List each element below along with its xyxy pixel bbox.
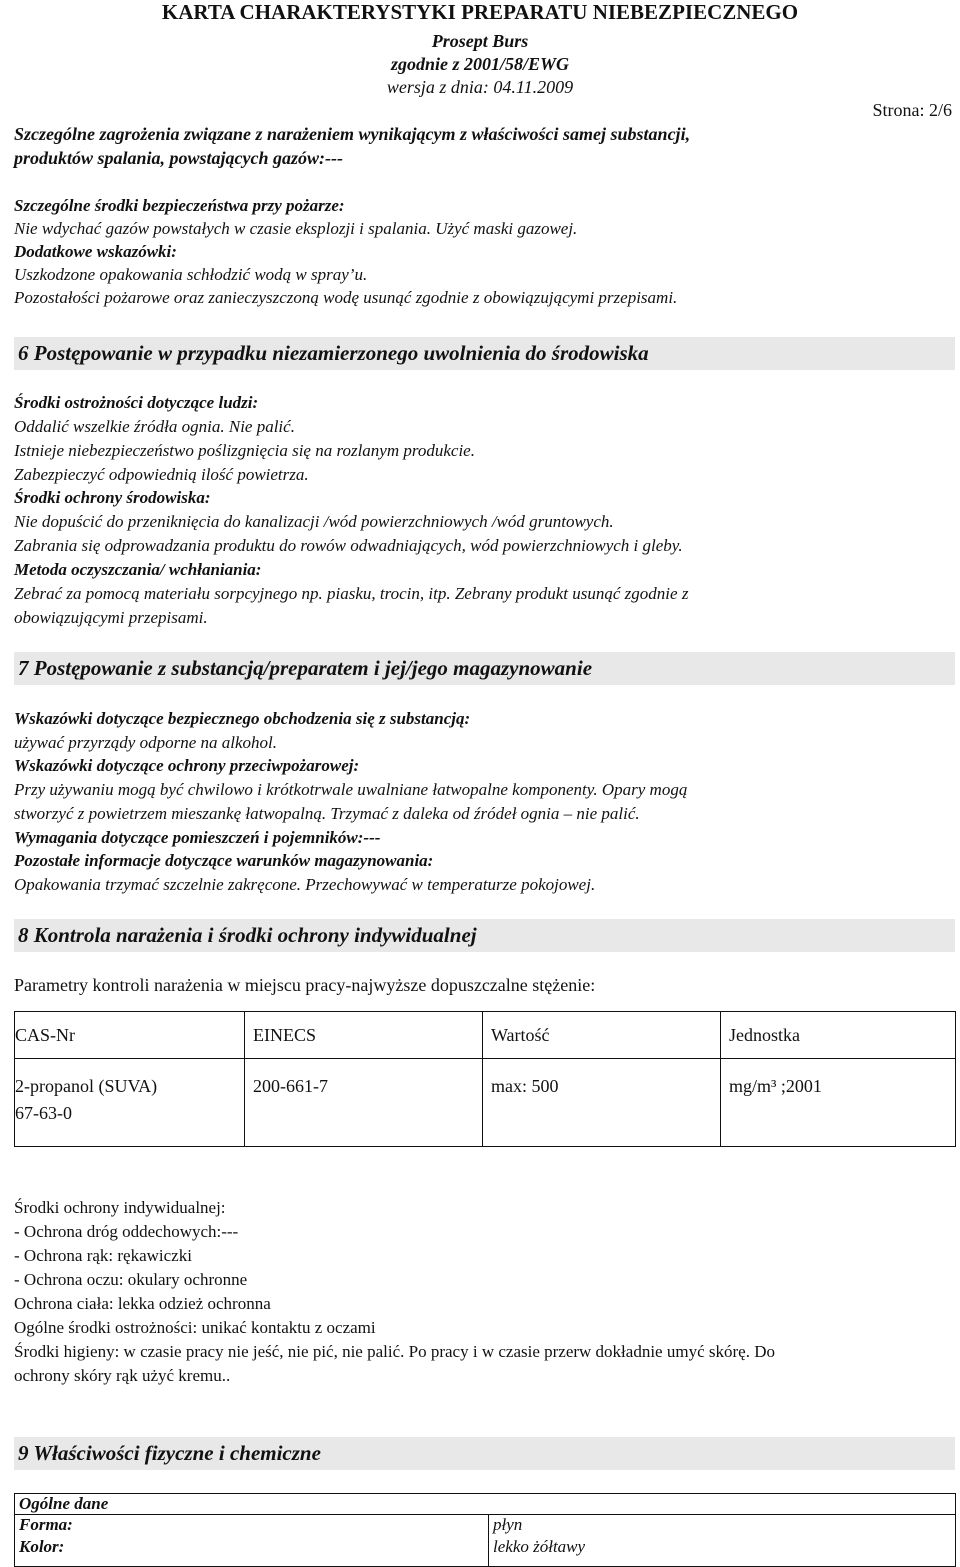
table-row [15,1059,956,1147]
people-line-1: Oddalić wszelkie źródła ognia. Nie palić. [14,417,295,436]
table-row [15,1515,956,1538]
cleanup-label: Metoda oczyszczania/ wchłaniania: [14,560,262,579]
substance-einecs: 200-661-7 [253,1076,328,1096]
handling-text: używać przyrządy odporne na alkohol. [14,733,278,752]
rooms-label: Wymagania dotyczące pomieszczeń i pojemników:--- [14,828,381,847]
section-6-title: 6 Postępowanie w przypadku niezamierzonego uwolnienia do środowiska [18,341,649,365]
color-label: Kolor: [19,1537,65,1556]
fire-protection-line-2: stworzyć z powietrzem mieszankę łatwopalną. Trzymać z daleka od źródeł ognia – nie palić. [14,804,640,823]
ppe-line-2: - Ochrona rąk: rękawiczki [14,1246,192,1265]
product-name: Prosept Burs [431,31,529,51]
physical-properties-table [14,1493,956,1567]
extra-hint-2: Pozostałości pożarowe oraz zanieczyszczoną wodę usunąć zgodnie z obowiązującymi przepisami. [14,288,678,307]
header-einecs: EINECS [253,1025,316,1045]
people-line-2: Istnieje niebezpieczeństwo poślizgnięcia się na rozlanym produkcie. [14,441,475,460]
storage-text: Opakowania trzymać szczelnie zakręcone. Przechowywać w temperaturze pokojowej. [14,875,596,894]
header-cell [721,1012,956,1059]
page-number: Strona: 2/6 [872,100,952,120]
section-7-heading [14,652,955,685]
substance-unit: mg/m³ ;2001 [729,1076,822,1096]
ppe-line-6: Środki higieny: w czasie pracy nie jeść, nie pić, nie palić. Po pracy i w czasie przerw dokładnie umyć skórę. Do [14,1342,775,1361]
substance-value: max: 500 [491,1076,559,1096]
cell [15,1059,245,1147]
exposure-intro: Parametry kontroli narażenia w miejscu pracy-najwyższe dopuszczalne stężenie: [14,975,596,995]
cell [489,1537,956,1567]
section-9-title: 9 Właściwości fizyczne i chemiczne [18,1441,321,1465]
substance-cas: 67-63-0 [15,1103,72,1123]
cell [15,1537,489,1567]
ppe-line-5: Ogólne środki ostrożności: unikać kontaktu z oczami [14,1318,376,1337]
header-value: Wartość [491,1025,550,1045]
header-cell [483,1012,721,1059]
regulation: zgodnie z 2001/58/EWG [390,54,570,74]
section-8-heading [14,919,955,952]
fire-measures-label: Szczególne środki bezpieczeństwa przy pożarze: [14,196,345,215]
environment-line-1: Nie dopuścić do przeniknięcia do kanalizacji /wód powierzchniowych /wód gruntowych. [14,512,614,531]
people-label: Środki ostrożności dotyczące ludzi: [14,393,259,412]
fire-protection-label: Wskazówki dotyczące ochrony przeciwpożarowej: [14,756,360,775]
ppe-line-4: Ochrona ciała: lekka odzież ochronna [14,1294,271,1313]
hazard-label-line1: Szczególne zagrożenia związane z narażeniem wynikającym z właściwości samej substancji, [14,124,691,144]
hazard-label-line2: produktów spalania, powstających gazów:--- [14,148,344,168]
storage-label: Pozostałe informacje dotyczące warunków magazynowania: [14,851,434,870]
cell [483,1059,721,1147]
table-row [15,1494,956,1515]
extra-hint-1: Uszkodzone opakowania schłodzić wodą w spray’u. [14,265,368,284]
cell [245,1059,483,1147]
header-cas: CAS-Nr [15,1025,76,1045]
exposure-limits-table [14,1011,956,1147]
section-6-heading [14,337,955,370]
header-cell [245,1012,483,1059]
header-unit: Jednostka [729,1025,800,1045]
handling-label: Wskazówki dotyczące bezpiecznego obchodzenia się z substancją: [14,709,471,728]
substance-name: 2-propanol (SUVA) [15,1076,158,1096]
section-7-title: 7 Postępowanie z substancją/preparatem i jej/jego magazynowanie [18,656,593,680]
version-date: wersja z dnia: 04.11.2009 [386,77,574,97]
section-9-heading [14,1437,955,1470]
environment-line-2: Zabrania się odprowadzania produktu do rowów odwadniających, wód powierzchniowych i gleby. [14,536,683,555]
cell [721,1059,956,1147]
section-8-title: 8 Kontrola narażenia i środki ochrony indywidualnej [18,923,477,947]
cell [15,1494,956,1515]
table-header-row [15,1012,956,1059]
cell [15,1515,489,1538]
cell [489,1515,956,1538]
fire-protection-line-1: Przy używaniu mogą być chwilowo i krótkotrwale uwalniane łatwopalne komponenty. Opary mogą [14,780,688,799]
header-cell [15,1012,245,1059]
ppe-line-3: - Ochrona oczu: okulary ochronne [14,1270,248,1289]
ppe-label: Środki ochrony indywidualnej: [14,1198,226,1217]
environment-label: Środki ochrony środowiska: [14,488,211,507]
fire-measures-text: Nie wdychać gazów powstałych w czasie eksplozji i spalania. Użyć maski gazowej. [14,219,578,238]
document-title: KARTA CHARAKTERYSTYKI PREPARATU NIEBEZPIECZNEGO [161,0,799,24]
cleanup-line-2: obowiązującymi przepisami. [14,608,208,627]
form-value: płyn [493,1515,523,1534]
color-value: lekko żółtawy [493,1537,586,1556]
general-data-label: Ogólne dane [19,1494,109,1513]
extra-hints-label: Dodatkowe wskazówki: [14,242,177,261]
ppe-line-1: - Ochrona dróg oddechowych:--- [14,1222,239,1241]
ppe-line-7: ochrony skóry rąk użyć kremu.. [14,1366,231,1385]
cleanup-line-1: Zebrać za pomocą materiału sorpcyjnego np. piasku, trocin, itp. Zebrany produkt usunąć zgodnie z [14,584,689,603]
form-label: Forma: [19,1515,73,1534]
people-line-3: Zabezpieczyć odpowiednią ilość powietrza. [14,465,309,484]
table-row [15,1537,956,1567]
